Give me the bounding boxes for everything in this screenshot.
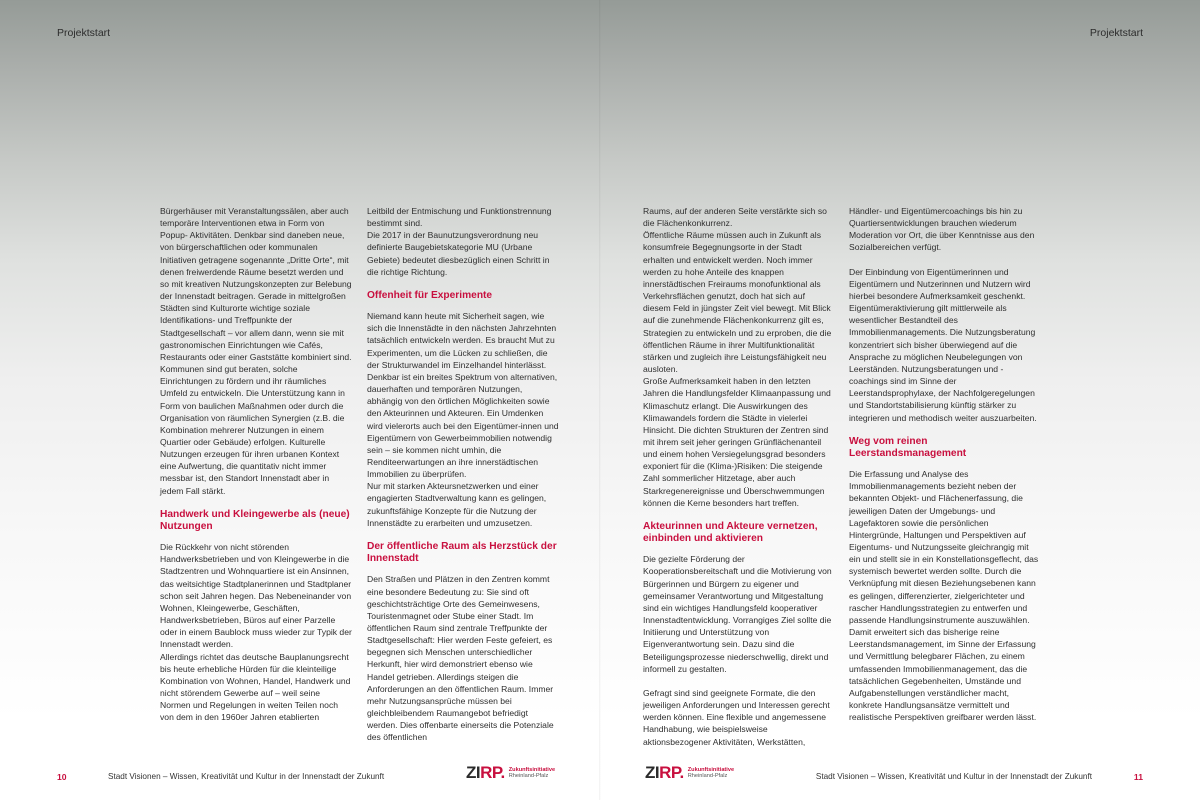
section-heading: Weg vom reinen Leerstandsmanagement bbox=[849, 435, 967, 459]
page-number-right: 11 bbox=[1133, 772, 1143, 782]
footer-title-left: Stadt Visionen – Wissen, Kreativität und Kultur in der Innenstadt der Zukunft bbox=[108, 772, 385, 781]
paragraph: Der Einbindung von Eigentümerinnen und Eigentümern und Nutzerinnen und Nutzern wird hierbei besondere Aufmerksamkeit geschenkt. Eigentümeraktivierung gilt mittlerweile als wesentlicher Bestandteil des Immobilienmanagements. Die Nutzungsberatung konzentriert sich bisher überwiegend auf die Ansprache zu möglichen Neubelegungen von Leerständen. Nutzungsberatungen und -coachings sind im Sinne der Leerstandsprophylaxe, der Nachfolgeregelungen und Standortstabilisierung künftig stärker zu integrieren und methodisch weiter auszuarbeiten. bbox=[849, 266, 1037, 423]
logo-mark: ZIRP. bbox=[466, 763, 505, 782]
logo-mark: ZIRP. bbox=[645, 763, 684, 782]
running-header-left: Projektstart bbox=[57, 27, 111, 39]
page-gutter bbox=[599, 0, 601, 800]
zirp-logo-right bbox=[645, 763, 734, 783]
paragraph: Händler- und Eigentümercoachings bis hin zu Quartiersentwicklungen brauchen wiederum Moderation vor Ort, die über Kenntnisse aus den Sozialbereichen verfügt. bbox=[849, 206, 1035, 253]
paragraph: Raums, auf der anderen Seite verstärkte sich so die Flächenkonkurrenz. bbox=[643, 206, 827, 229]
section-heading: Offenheit für Experimente bbox=[367, 289, 493, 301]
text-column-1 bbox=[160, 205, 352, 724]
footer-title-right: Stadt Visionen – Wissen, Kreativität und Kultur in der Innenstadt der Zukunft bbox=[815, 772, 1092, 781]
paragraph: Die 2017 in der Baunutzungsverordnung neu definierte Baugebietskategorie MU (Urbane Gebiete) bedeutet diesbezüglich einen Schritt in die richtige Richtung. bbox=[367, 230, 550, 277]
text-column-2 bbox=[367, 205, 559, 744]
text-column-4 bbox=[849, 205, 1041, 723]
section-heading: Der öffentliche Raum als Herzstück der Innenstadt bbox=[367, 540, 557, 565]
page-number-left: 10 bbox=[57, 772, 67, 782]
paragraph: Leitbild der Entmischung und Funktionstrennung bestimmt sind. bbox=[367, 206, 552, 229]
paragraph: Nur mit starken Akteursnetzwerken und einer engagierten Stadtverwaltung kann es gelingen, zukunftsfähige Konzepte für die Nutzung der Innenstädte zu erarbeiten und umzusetzen. bbox=[367, 481, 547, 528]
paragraph: Bürgerhäuser mit Veranstaltungssälen, aber auch temporäre Interventionen etwa in Form von Popup- Aktivitäten. Denkbar sind daneben neue, von bürgerschaftlichen oder kommunalen Initiativen getragene sogenannte „Dritte Orte“, mit denen freiwerdende Räume besetzt werden und so mit kreativen Nutzungskonzepten zur Belebung der Innenstadt beitragen. Gerade in mittelgroßen Städten sind Kulturorte wichtige soziale Identifikations- und Treffpunkte der Stadtgesellschaft – vor allem dann, wenn sie mit gastronomischen Einrichtungen wie Cafés, Restaurants oder einer Gaststätte kombiniert sind. Kommunen sind gut beraten, solche Einrichtungen zu fördern und ihr räumliches Umfeld zu entwickeln. Die Unterstützung kann in Form von baulichen Maßnahmen oder durch die Organisation von räumlichen Synergien (z.B. die Kombination mehrerer Nutzungen in einem Quartier oder Gebäude) erfolgen. Kulturelle Nutzungen erzeugen für ihren urbanen Kontext eine Aufwertung, die quantitativ nicht immer messbar ist, den Standort Innenstadt aber in jedem Fall stärkt. bbox=[160, 206, 352, 496]
paragraph: Die Erfassung und Analyse des Immobilienmanagements bezieht neben der bekannten Objekt- und Flächenerfassung, die jeweiligen Daten der Umgebungs- und Lagefaktoren sowie die persönlichen Hintergründe, Haltungen und Perspektiven auf Eigentums- und Nutzungsseite gleichrangig mit ein und stellt sie in ein Konstellationsgeflecht, das systemisch bewertet werden sollte. Durch die Verknüpfung mit diesen Beziehungsebenen kann es gelingen, differenzierter, zielgerichteter und rascher Handlungsstrategien zu entwerfen und passende Handlungsinstrumente auszuwählen. Damit erweitert sich das bisherige reine Leerstandsmanagement, im Sinne der Erfassung und Vermittlung belegbarer Flächen, zu einem umfassenden Immobilienmanagement, das die tatsächlichen Gegebenheiten, Umstände und Aufgabenstellungen verständlicher macht, konkrete Handlungsansätze vermittelt und realistische Perspektiven greifbarer werden lässt. bbox=[849, 469, 1039, 723]
logo-claim: Zukunftsinitiative Rheinland-Pfalz bbox=[508, 766, 556, 779]
paragraph: Gefragt sind sind geeignete Formate, die den jeweiligen Anforderungen und Interessen gerecht werden können. Eine flexible und angemessene Handhabung, wie beispielsweise aktionsbezogener Aktivitäten, Werkstätten, bbox=[643, 687, 830, 747]
section-heading: Akteurinnen und Akteure vernetzen, einbinden und aktivieren bbox=[643, 520, 818, 545]
paragraph: Die gezielte Förderung der Kooperationsbereitschaft und die Motivierung von Bürgerinnen und Bürgern zu eigener und gemeinsamer Verantwortung und Mitgestaltung sind ein wichtiges Handlungsfeld kooperativer Innenstadtentwicklung. Vorrangiges Ziel sollte die Initiierung und Unterstützung von Eigenverantwortung sein. Dazu sind die Beteiligungsprozesse niederschwellig, direkt und informell zu gestalten. bbox=[643, 554, 832, 674]
paragraph: Allerdings richtet das deutsche Bauplanungsrecht bis heute erhebliche Hürden für die kleinteilige Kombination von Wohnen, Handel, Handwerk und nicht störendem Gewerbe auf – weil seine Normen und Regelungen in weiten Teilen noch von dem in den 1960er Jahren etablierten bbox=[160, 651, 351, 723]
running-header-right: Projektstart bbox=[1089, 27, 1143, 39]
logo-claim: Zukunftsinitiative Rheinland-Pfalz bbox=[687, 766, 735, 779]
paragraph: Die Rückkehr von nicht störenden Handwerksbetrieben und von Kleingewerbe in die Stadtzentren und Wohnquartiere ist ein Ansinnen, das weitsichtige Stadtplanerinnen und Stadtplaner schon seit Jahren hegen. Das Nebeneinander von Wohnen, Kleingewerbe, Geschäften, Handwerksbetrieben, Büros auf einer Parzelle oder in einem Baublock muss wieder zur Typik der Innenstadt werden. bbox=[160, 542, 352, 650]
zirp-logo-left bbox=[466, 763, 555, 783]
paragraph: Niemand kann heute mit Sicherheit sagen, wie sich die Innenstädte in den nächsten Jahrzehnten tatsächlich entwickeln werden. Es braucht Mut zu Experimenten, um die Lücken zu schließen, die der Strukturwandel im Einzelhandel hinterlässt. Denkbar ist ein breites Spektrum von alternativen, dauerhaften und temporären Nutzungen, abhängig von den örtlichen Möglichkeiten sowie den Akteurinnen und Akteuren. Ein Umdenken wird vielerorts auch bei den Eigentümer-innen und Eigentümern von Gewerbeimmobilien notwendig sein – sie kommen nicht umhin, die Renditeerwartungen an ihre innerstädtischen Immobilien zu überprüfen. bbox=[367, 311, 559, 480]
paragraph: Den Straßen und Plätzen in den Zentren kommt eine besondere Bedeutung zu: Sie sind oft geschichtsträchtige Orte des Gemeinwesens, Touristenmagnet oder Stube einer Stadt. Im öffentlichen Raum sind zentrale Treffpunkte der Stadtgesellschaft: Hier werden Feste gefeiert, es begegnen sich Menschen unterschiedlicher Herkunft, hier wird demonstriert ebenso wie Handel getrieben. Allerdings steigen die Anforderungen an den öffentlichen Raum. Immer mehr Nutzungsansprüche müssen bei gleichbleibendem Raumangebot befriedigt werden. Dies offenbarte einerseits die Potenziale des öffentlichen bbox=[367, 574, 554, 743]
text-column-3 bbox=[643, 205, 835, 748]
paragraph: Öffentliche Räume müssen auch in Zukunft als konsumfreie Begegnungsorte in der Stadt erhalten und entwickelt werden. Noch immer werden zu hohe Anteile des knappen innerstädtischen Freiraums monofunktional als Verkehrsflächen genutzt, doch hat sich auf diesem Feld in jüngster Zeit viel bewegt. Mit Blick auf die zunehmende Flächenkonkurrenz gilt es, Strategien zu entwickeln und zu erproben, die die öffentlichen Räume in ihrer Multifunktionalität stärken und zugleich ihre Leistungsfähigkeit neu ausloten. bbox=[643, 230, 832, 375]
paragraph: Große Aufmerksamkeit haben in den letzten Jahren die Handlungsfelder Klimaanpassung und Klimaschutz erlangt. Die Auswirkungen des Klimawandels fordern die Städte in vielerlei Hinsicht. Die dichten Strukturen der Zentren sind mit ihrem seit jeher geringen Grünflächenanteil und einem hohen Versiegelungsgrad besonders exponiert für die (Klima-)Risiken: Die steigende Zahl sommerlicher Hitzetage, aber auch Starkregenereignisse und Überschwemmungen können die Kerne besonders hart treffen. bbox=[643, 376, 831, 508]
section-heading: Handwerk und Kleingewerbe als (neue) Nutzungen bbox=[160, 508, 350, 532]
